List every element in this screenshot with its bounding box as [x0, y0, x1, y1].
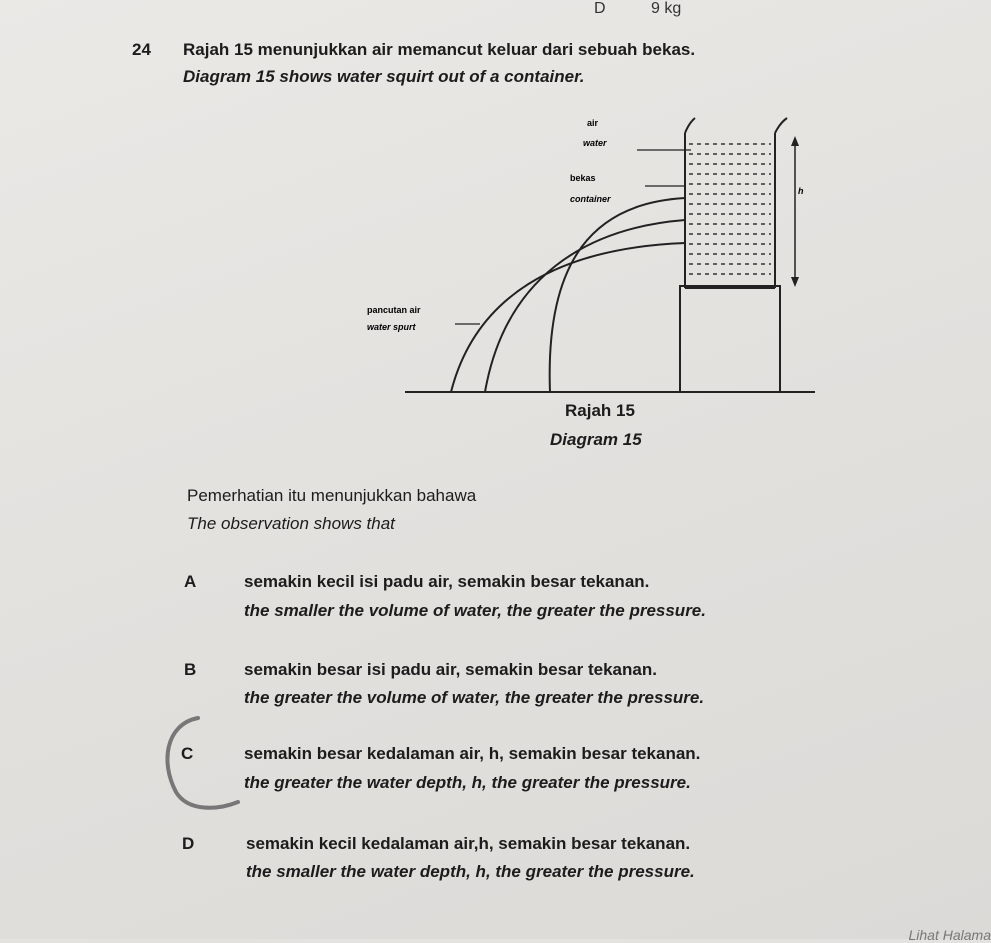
option-a-malay[interactable]: semakin kecil isi padu air, semakin besar tekanan. — [244, 572, 649, 592]
answer-circle-mark — [158, 712, 248, 812]
label-air: air — [587, 118, 599, 128]
footer-corner-text: Lihat Halama — [909, 927, 991, 943]
water-spurt-bottom — [451, 243, 685, 392]
option-c-malay[interactable]: semakin besar kedalaman air, h, semakin besar tekanan. — [244, 744, 700, 764]
diagram-caption-malay: Rajah 15 — [565, 401, 635, 421]
depth-arrow-head-down — [791, 277, 799, 287]
option-c-letter[interactable]: C — [181, 744, 193, 764]
label-h: h — [798, 186, 804, 196]
question-stem-english: Diagram 15 shows water squirt out of a container. — [183, 67, 584, 87]
container-stand — [680, 286, 780, 392]
observation-malay: Pemerhatian itu menunjukkan bahawa — [187, 486, 476, 506]
option-c-english[interactable]: the greater the water depth, h, the greater the pressure. — [244, 773, 691, 793]
depth-arrow-head-up — [791, 136, 799, 146]
label-pancutan-air: pancutan air — [367, 305, 421, 315]
label-bekas: bekas — [570, 173, 596, 183]
option-b-malay[interactable]: semakin besar isi padu air, semakin besar tekanan. — [244, 660, 657, 680]
option-a-letter[interactable]: A — [184, 572, 196, 592]
water-hatching — [689, 144, 771, 274]
label-water-spurt: water spurt — [367, 322, 417, 332]
option-b-letter[interactable]: B — [184, 660, 196, 680]
question-number: 24 — [132, 40, 151, 60]
header-fragment-right: 9 kg — [651, 0, 681, 18]
header-fragment-left: D — [594, 0, 606, 18]
container-rim-right — [775, 118, 787, 133]
water-spurt-top — [550, 198, 685, 392]
diagram-caption-english: Diagram 15 — [550, 430, 642, 450]
label-container: container — [570, 194, 611, 204]
option-d-english[interactable]: the smaller the water depth, h, the greater the pressure. — [246, 862, 695, 882]
observation-english: The observation shows that — [187, 514, 395, 534]
option-d-letter[interactable]: D — [182, 834, 194, 854]
container-water-spurt-diagram — [355, 108, 825, 398]
option-a-english[interactable]: the smaller the volume of water, the greater the pressure. — [244, 601, 706, 621]
container-rim-left — [685, 118, 695, 133]
option-d-malay[interactable]: semakin kecil kedalaman air,h, semakin besar tekanan. — [246, 834, 690, 854]
question-stem-malay: Rajah 15 menunjukkan air memancut keluar dari sebuah bekas. — [183, 40, 695, 60]
label-water: water — [583, 138, 607, 148]
option-b-english[interactable]: the greater the volume of water, the greater the pressure. — [244, 688, 704, 708]
